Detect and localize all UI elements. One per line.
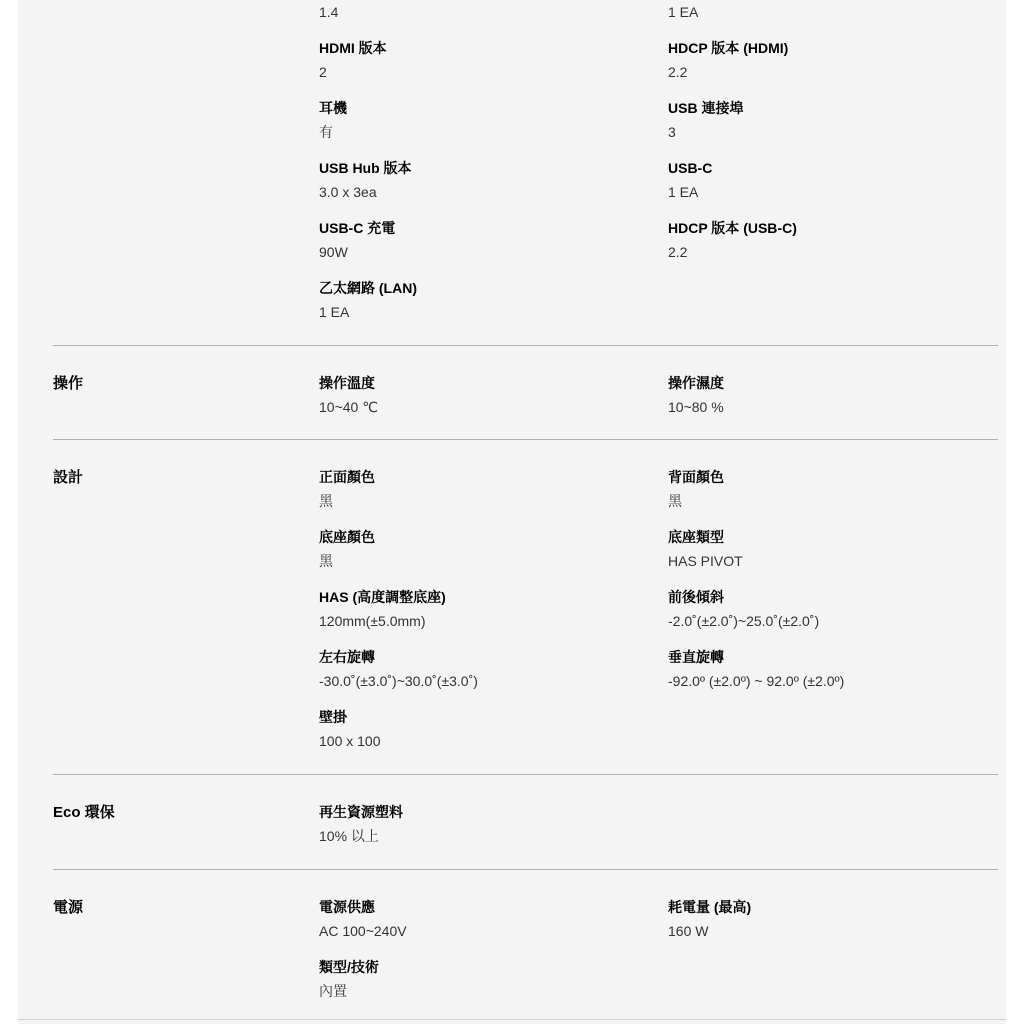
spec-item (668, 588, 998, 630)
spec-item (668, 99, 998, 141)
spec-item (319, 219, 649, 261)
spec-value: 黑 (319, 493, 333, 509)
spec-label: USB 連接埠 (668, 100, 744, 116)
spec-item (668, 528, 998, 570)
spec-item (668, 898, 998, 940)
spec-item (319, 803, 649, 845)
spec-value: -30.0˚(±3.0˚)~30.0˚(±3.0˚) (319, 673, 478, 689)
spec-item (668, 648, 998, 690)
spec-value: 3 (668, 124, 676, 140)
power-section (53, 869, 998, 1020)
spec-item (319, 708, 649, 750)
spec-value: -92.0º (±2.0º) ~ 92.0º (±2.0º) (668, 673, 845, 689)
spec-label: USB Hub 版本 (319, 160, 412, 176)
eco-section (53, 774, 998, 870)
spec-item (319, 374, 649, 416)
section-title: Eco 環保 (53, 804, 115, 821)
spec-item (319, 648, 649, 690)
spec-item (668, 374, 998, 416)
spec-value: 1 EA (668, 4, 699, 20)
operation-section (53, 345, 998, 440)
spec-label: HAS (高度調整底座) (319, 589, 446, 605)
spec-label: 耗電量 (最高) (668, 899, 752, 915)
spec-value: 100 x 100 (319, 733, 381, 749)
spec-item (319, 588, 649, 630)
spec-value: HAS PIVOT (668, 553, 743, 569)
spec-item (319, 99, 649, 141)
spec-item (319, 958, 649, 1000)
spec-item (319, 468, 649, 510)
spec-label: 左右旋轉 (319, 649, 375, 665)
spec-value: 1 EA (668, 184, 699, 200)
section-title: 操作 (53, 375, 84, 392)
spec-label: 正面顏色 (319, 469, 375, 485)
spec-value: 黑 (668, 493, 682, 509)
spec-label: USB-C 充電 (319, 220, 396, 236)
spec-label: 底座類型 (668, 529, 724, 545)
spec-item (319, 3, 649, 21)
spec-label: 類型/技術 (319, 959, 379, 975)
spec-label: 乙太網路 (LAN) (319, 280, 417, 296)
spec-label: 底座顏色 (319, 529, 375, 545)
spec-value: 1.4 (319, 4, 339, 20)
spec-value: 120mm(±5.0mm) (319, 613, 426, 629)
spec-value: 160 W (668, 923, 709, 939)
spec-item (319, 528, 649, 570)
spec-label: USB-C (668, 160, 713, 176)
spec-value: 10~40 ℃ (319, 399, 378, 415)
connectivity-section (53, 0, 998, 345)
spec-item (319, 898, 649, 940)
bottom-divider (18, 1019, 1006, 1020)
section-title: 設計 (53, 469, 84, 486)
spec-label: 操作溫度 (319, 375, 375, 391)
spec-item (319, 159, 649, 201)
spec-value: 2 (319, 64, 327, 80)
spec-label: 壁掛 (319, 709, 347, 725)
spec-value: 2.2 (668, 244, 688, 260)
spec-label: 再生資源塑料 (319, 804, 403, 820)
spec-value: 90W (319, 244, 348, 260)
spec-value: 內置 (319, 983, 347, 999)
spec-item (668, 159, 998, 201)
spec-item (668, 3, 998, 21)
spec-value: 10% 以上 (319, 828, 379, 844)
spec-page (18, 0, 1006, 1024)
spec-label: HDMI 版本 (319, 40, 387, 56)
spec-item (668, 39, 998, 81)
spec-label: 垂直旋轉 (668, 649, 724, 665)
design-section (53, 439, 998, 775)
spec-value: 10~80 % (668, 399, 724, 415)
spec-label: HDCP 版本 (HDMI) (668, 40, 789, 56)
spec-item (668, 219, 998, 261)
spec-item (668, 468, 998, 510)
spec-label: 背面顏色 (668, 469, 724, 485)
spec-value: 1 EA (319, 304, 350, 320)
spec-label: 操作濕度 (668, 375, 724, 391)
spec-label: 電源供應 (319, 899, 375, 915)
spec-item (319, 39, 649, 81)
spec-label: 前後傾斜 (668, 589, 724, 605)
spec-value: 有 (319, 124, 333, 140)
spec-value: 2.2 (668, 64, 688, 80)
spec-label: HDCP 版本 (USB-C) (668, 220, 797, 236)
spec-value: 3.0 x 3ea (319, 184, 377, 200)
spec-value: AC 100~240V (319, 923, 407, 939)
spec-item (319, 279, 649, 321)
spec-value: 黑 (319, 553, 333, 569)
spec-value: -2.0˚(±2.0˚)~25.0˚(±2.0˚) (668, 613, 820, 629)
spec-label: 耳機 (319, 100, 347, 116)
section-title: 電源 (53, 899, 84, 916)
